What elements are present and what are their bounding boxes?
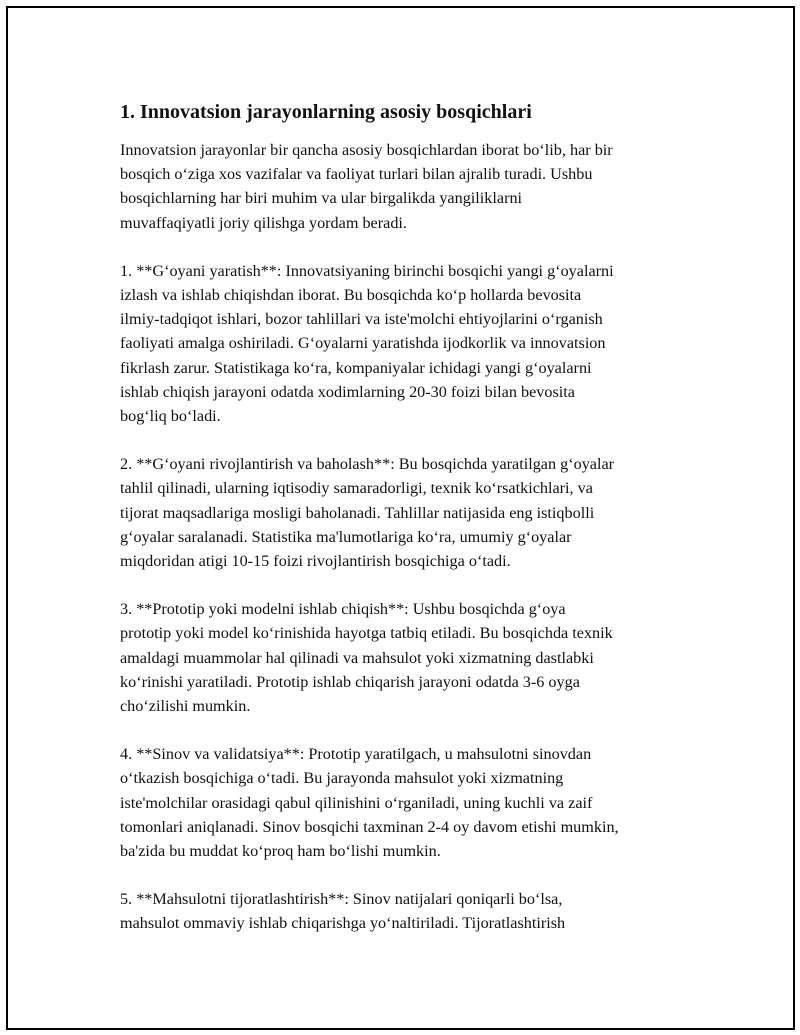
text-line: 5. **Mahsulotni tijoratlashtirish**: Sinov natijalari qoniqarli bo‘lsa, (120, 890, 563, 909)
text-line: 3. **Prototip yoki modelni ishlab chiqish**: Ushbu bosqichda g‘oya (120, 600, 566, 619)
text-line: ilmiy-tadqiqot ishlari, bozor tahlillari va iste'molchi ehtiyojlarini o‘rganish (120, 310, 603, 329)
text-line: ko‘rinishi yaratiladi. Prototip ishlab chiqarish jarayoni odatda 3-6 oyga (120, 672, 580, 691)
text-line: 2. **G‘oyani rivojlantirish va baholash**: Bu bosqichda yaratilgan g‘oyalar (120, 455, 615, 474)
text-line: izlash va ishlab chiqishdan iborat. Bu bosqichda ko‘p hollarda bevosita (120, 286, 582, 305)
step-1-paragraph (120, 259, 700, 428)
text-line: Innovatsion jarayonlar bir qancha asosiy bosqichlardan iborat bo‘lib, har bir (120, 141, 613, 159)
step-2-paragraph (120, 452, 700, 573)
text-line: bog‘liq bo‘ladi. (120, 407, 221, 426)
text-line: ishlab chiqish jarayoni odatda xodimlarning 20-30 foizi bilan bevosita (120, 382, 575, 401)
text-line: tijorat maqsadlariga mosligi baholanadi. Tahlillar natijasida eng istiqbolli (120, 503, 595, 522)
page-frame (6, 6, 795, 1030)
text-line: iste'molchilar orasidagi qabul qilinishini o‘rganiladi, uning kuchli va zaif (120, 793, 593, 812)
intro-paragraph (120, 138, 700, 235)
step-3-paragraph (120, 597, 700, 718)
text-line: tahlil qilinadi, ularning iqtisodiy samaradorligi, texnik ko‘rsatkichlari, va (120, 479, 593, 498)
text-line: bosqichlarning har biri muhim va ular birgalikda yangiliklarni (120, 189, 523, 208)
text-line: 1. **G‘oyani yaratish**: Innovatsiyaning birinchi bosqichi yangi g‘oyalarni (120, 261, 614, 280)
step-5-paragraph (120, 887, 700, 935)
text-line: o‘tkazish bosqichiga o‘tadi. Bu jarayonda mahsulot yoki xizmatning (120, 769, 564, 788)
section-heading: 1. Innovatsion jarayonlarning asosiy bosqichlari (120, 101, 532, 123)
step-4-paragraph (120, 742, 700, 863)
text-line: faoliyati amalga oshiriladi. G‘oyalarni yaratishda ijodkorlik va innovatsion (120, 334, 606, 353)
text-line: amaldagi muammolar hal qilinadi va mahsulot yoki xizmatning dastlabki (120, 648, 594, 667)
text-line: fikrlash zarur. Statistikaga ko‘ra, kompaniyalar ichidagi yangi g‘oyalarni (120, 358, 592, 377)
text-line: bosqich o‘ziga xos vazifalar va faoliyat turlari bilan ajralib turadi. Ushbu (120, 165, 593, 184)
text-line: ba'zida bu muddat ko‘proq ham bo‘lishi mumkin. (120, 842, 441, 861)
text-line: g‘oyalar saralanadi. Statistika ma'lumotlariga ko‘ra, umumiy g‘oyalar (120, 527, 572, 546)
text-line: 4. **Sinov va validatsiya**: Prototip yaratilgach, u mahsulotni sinovdan (120, 745, 592, 764)
text-line: miqdoridan atigi 10-15 foizi rivojlantirish bosqichiga o‘tadi. (120, 552, 511, 571)
text-line: cho‘zilishi mumkin. (120, 697, 251, 716)
document-body (120, 98, 700, 960)
text-line: mahsulot ommaviy ishlab chiqarishga yo‘naltiriladi. Tijoratlashtirish (120, 914, 566, 933)
text-line: prototip yoki model ko‘rinishida hayotga tatbiq etiladi. Bu bosqichda texnik (120, 624, 613, 643)
text-line: muvaffaqiyatli joriy qilishga yordam beradi. (120, 213, 407, 232)
text-line: tomonlari aniqlanadi. Sinov bosqichi taxminan 2-4 oy davom etishi mumkin, (120, 817, 619, 836)
